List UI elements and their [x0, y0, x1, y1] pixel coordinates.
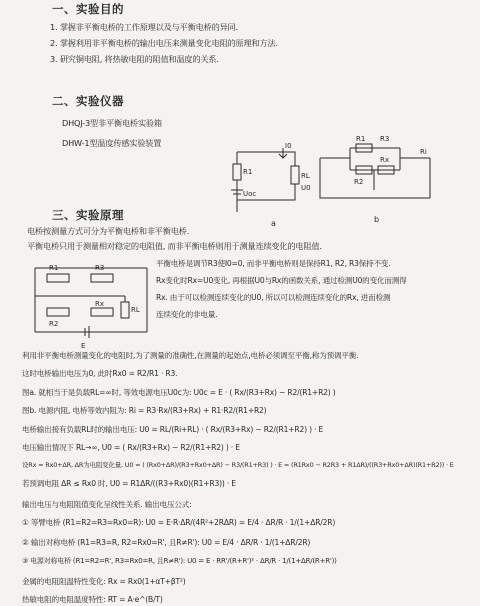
- fig-a-i0-label: I0: [285, 142, 292, 150]
- fig-b-r1-label: R1: [356, 135, 366, 143]
- fig-c-e-label: E: [81, 342, 86, 350]
- s3-p3-line-5: 电桥输出接有负载RL时的输出电压: U0 = RL/(Ri+RL) · ( Rx/(R3+Rx) − R2/(R1+R2) ) · E: [22, 425, 324, 434]
- s3-p3-line-6: 电压输出情况下 RL→∞, U0 = ( Rx/(R3+Rx) − R2/(R1+R2) ) · E: [22, 443, 240, 452]
- fig-a-caption: a: [271, 219, 276, 228]
- fig-c-r1-label: R1: [49, 264, 59, 272]
- s3-p3-line-12: ③ 电源对称电桥 (R1=R2=R', R3=Rx0=R, 且R≠R'): U0 = E · RR'/(R+R')² · ΔR/R · 1/(1+ΔR/(R+R')): [22, 557, 337, 565]
- s3-p1-line-1: 电桥按测量方式可分为平衡电桥和非平衡电桥.: [27, 226, 190, 236]
- s3-p3-line-13: 金属的电阻阻温特性变化: Rx = Rx0(1+αT+βT²): [22, 577, 186, 586]
- s3-p3-line-8: 若预调电阻 ΔR ≤ Rx0 时, U0 = R1ΔR/((R3+Rx0)(R1+R3)) · E: [22, 479, 236, 488]
- s3-p1-line-2: 平衡电桥只用于测量相对稳定的电阻值, 而非平衡电桥则用于测量连续变化的电阻值.: [27, 241, 322, 251]
- s3-p3-line-11: ② 输出对称电桥 (R1=R3=R, R2=Rx0=R', 且R≠R'): U0 = E/4 · ΔR/R · 1/(1+ΔR/2R): [22, 538, 311, 547]
- s3-p3-line-10: ① 等臂电桥 (R1=R2=R3=Rx0=R): U0 = E·R·ΔR/(4R²+2RΔR) = E/4 · ΔR/R · 1/(1+ΔR/2R): [22, 518, 336, 527]
- fig-c-rx-label: Rx: [95, 300, 105, 308]
- fig-a-uoc-label: Uoc: [243, 190, 257, 198]
- s3-p2-line-1: 平衡电桥是调节R3使I0=0, 而非平衡电桥则是保持R1, R2, R3保持不变.: [156, 259, 391, 268]
- section-3-title: 三、实验原理: [52, 208, 124, 222]
- s1-line-3: 3. 研究铜电阻, 将热敏电阻的阻值和温度的关系.: [50, 54, 219, 64]
- fig-a-u0-label: U0: [301, 184, 311, 192]
- s3-p3-line-3: 图a. 就相当于是负载RL=∞时, 等效电源电压U0c为: U0c = E · ( Rx/(R3+Rx) − R2/(R1+R2) ): [22, 388, 336, 397]
- s3-p2-line-4: 连续变化的非电量.: [156, 310, 218, 319]
- fig-c-rl-label: RL: [131, 306, 140, 314]
- fig-b-r2-label: R2: [354, 178, 364, 186]
- section-1-title: 一、实验目的: [52, 2, 124, 16]
- fig-c-r2-label: R2: [49, 320, 59, 328]
- fig-b-ri-label: Ri: [420, 148, 427, 156]
- circuit-figure-b: [310, 130, 442, 230]
- fig-a-rl-label: RL: [301, 172, 310, 180]
- s1-line-2: 2. 掌握利用非平衡电桥的输出电压来测量变化电阻的原理和方法.: [50, 38, 278, 48]
- fig-b-r3-label: R3: [380, 135, 390, 143]
- s3-p3-line-14: 热敏电阻的电阻温度特性: RT = A·e^(B/T): [22, 595, 163, 604]
- fig-b-caption: b: [374, 215, 380, 224]
- s3-p3-line-2: 这时电桥输出电压为0, 此时Rx0 = R2/R1 · R3.: [22, 369, 178, 378]
- fig-b-rx-label: Rx: [380, 156, 390, 164]
- circuit-figure-a: [225, 138, 315, 230]
- s3-p3-line-7: 设Rx = Rx0+ΔR, ΔR为电阻变化量, U0 = ( (Rx0+ΔR)/(R3+Rx0+ΔR) − R3/(R1+R3) ) · E = (R1Rx0 − R2R3 + R1ΔR)/((R3+Rx0+ΔR)(R1+R2)) · E: [22, 461, 454, 469]
- fig-c-r3-label: R3: [95, 264, 105, 272]
- section-2-title: 二、实验仪器: [52, 94, 124, 108]
- s3-p3-line-4: 图b. 电源内阻, 电桥等效内阻为: Ri = R3·Rx/(R3+Rx) + R1·R2/(R1+R2): [22, 406, 267, 415]
- s3-p3-line-1: 利用非平衡电桥测量变化的电阻时,为了测量的准确性,在测量的起始点,电桥必须调至平衡,称为预调平衡.: [22, 351, 359, 360]
- s2-line-1: DHQJ-3型非平衡电桥实验箱: [62, 118, 162, 128]
- s3-p3-line-9: 输出电压与电阻阻值变化呈线性关系. 输出电压公式:: [22, 500, 192, 509]
- fig-a-r1-label: R1: [243, 168, 253, 176]
- s3-p2-line-3: Rx. 由于可以检测连续变化的U0, 所以可以检测连续变化的Rx, 进而检测: [156, 293, 391, 302]
- s1-line-1: 1. 掌握非平衡电桥的工作原理以及与平衡电桥的异同.: [50, 22, 238, 32]
- s2-line-2: DHW-1型温度传感实验装置: [62, 138, 162, 148]
- circuit-figure-c: [25, 258, 157, 352]
- s3-p2-line-2: Rx变化时Rx=U0变化, 再根据U0与Rx的函数关系, 通过检测U0的变化而测得: [156, 276, 407, 285]
